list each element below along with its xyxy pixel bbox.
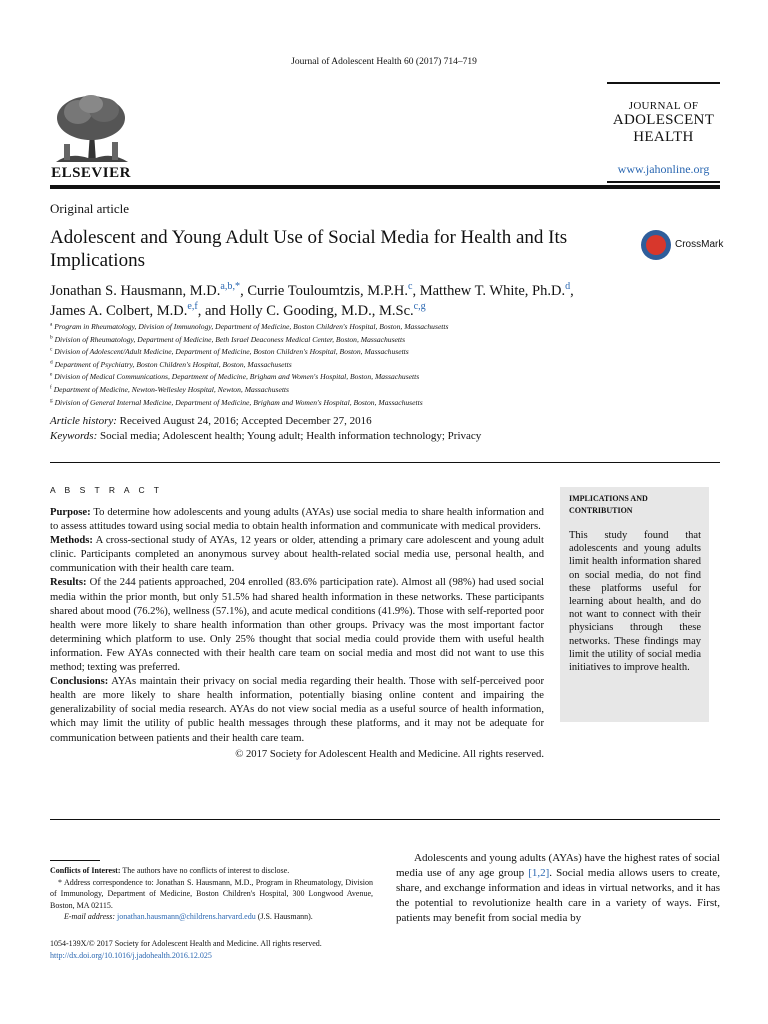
affiliation-item: $^c$ Division of Adolescent/Adult Medicine, Department of Medicine, Boston Children's Hospital, Boston, Massachusetts — [50, 346, 409, 357]
email-footnote: E-mail address: jonathan.hausmann@childrens.harvard.edu (J.S. Hausmann). — [64, 912, 313, 921]
abstract-divider — [50, 819, 720, 820]
issn-text: 1054-139X/© 2017 Society for Adolescent Health and Medicine. All rights reserved. — [50, 939, 322, 948]
abstract-methods: Methods: A cross-sectional study of AYAs, 12 years or older, attending a primary care adolescent and young adult clinic. Participants completed an anonymous survey about health-related social media use, personal health, and communication with their health care team. — [50, 535, 544, 575]
author-list: Jonathan S. Hausmann, M.D.$^{a,b,*}$, Currie Touloumtzis, M.P.H.$^c$, Matthew T. White, Ph.D.$^d$, James A. Colbert, M.D.$^{e,f}$, and Holly C. Gooding, M.D., M.Sc.$^{c,g}$ — [50, 281, 574, 319]
intro-paragraph: Adolescents and young adults (AYAs) have the highest rates of social media use of any age group [1,2]. Social media allows users to create, share, and exchange information and ideas in virtual networks, and it has the potential to revolutionize health care in a variety of ways. First, patients may benefit from social media by — [396, 852, 720, 924]
affiliation-list — [50, 321, 720, 409]
implications-box — [560, 487, 709, 722]
article-title: Adolescent and Young Adult Use of Social Media for Health and Its Implications — [50, 227, 568, 271]
citation-link[interactable]: [1,2] — [528, 867, 550, 879]
crossmark-badge[interactable] — [641, 230, 724, 260]
journal-url-link[interactable]: www.jahonline.org — [617, 162, 710, 176]
journal-of-label: JOURNAL OF — [628, 100, 699, 112]
publisher-name: ELSEVIER — [51, 165, 131, 181]
email-link[interactable]: jonathan.hausmann@childrens.harvard.edu — [117, 912, 256, 921]
author-affiliation-sup[interactable]: c,g — [413, 301, 426, 313]
author-affiliation-sup[interactable]: e,f — [187, 301, 198, 313]
footnote-divider — [50, 860, 100, 861]
correspondence-footnote: * Address correspondence to: Jonathan S. Hausmann, M.D., Program in Rheumatology, Division of Immunology, Department of Medicine, Boston Children's Hospital, 300 Longwood Avenue, Boston, MA 02115. — [50, 877, 373, 910]
article-history — [50, 414, 720, 444]
abstract-results: Results: Of the 244 patients approached, 204 enrolled (83.6% participation rate). Almost all (98%) had used social media within the prior month, but only 51.5% had shared health information in these networks. These participants shared about mood (76.2%), wellness (57.1%), and acute medical conditions (41.9%). Those with self-reported poor health were more likely to share health information than other groups. Privacy was the most important factor determining which platform to use. Only 25% thought that social media could provide them with useful health information. Few AYAs connected with their health care team on social media and most did not want to use this method; texting was preferred. — [50, 577, 544, 674]
author-affiliation-sup[interactable]: a,b,* — [220, 281, 241, 293]
doi-link[interactable]: http://dx.doi.org/10.1016/j.jadohealth.2016.12.025 — [50, 951, 212, 960]
elsevier-tree-icon — [50, 92, 132, 164]
affiliation-item: $^f$ Department of Medicine, Newton-Wellesley Hospital, Newton, Massachusetts — [50, 384, 289, 394]
affiliation-item: $^b$ Division of Rheumatology, Department of Medicine, Beth Israel Deaconess Medical Center, Boston, Massachusetts — [50, 334, 406, 344]
article-type: Original article — [50, 201, 130, 216]
affiliation-item: $^e$ Division of Medical Communications, Department of Medicine, Brigham and Women's Hospital, Boston, Massachusetts — [50, 371, 420, 382]
implications-heading: IMPLICATIONS AND CONTRIBUTION — [569, 494, 648, 515]
abstract-conclusions: Conclusions: AYAs maintain their privacy on social media regarding their health. Those with self-perceived poor health are more likely to share health information, potentially biasing online content and impairing the generalizability of social media research. AYAs do not view social media as a useful source of health information, which may limit the utility of public health messages through these platforms, and it may not be adequate for communication between patients and their health care team. — [50, 676, 544, 744]
author-name: Currie Touloumtzis, M.P.H. — [247, 283, 408, 299]
abstract-purpose: Purpose: To determine how adolescents and young adults (AYAs) use social media to share health information and to assess attitudes toward using social media to obtain health information and communicate with medical providers. — [50, 507, 544, 533]
journal-name-line2: HEALTH — [633, 129, 694, 145]
journal-name-line1: ADOLESCENT — [612, 112, 715, 128]
journal-logo-box — [607, 82, 720, 183]
abstract-heading: A B S T R A C T — [50, 485, 163, 495]
author-name: Matthew T. White, Ph.D. — [419, 283, 566, 299]
author-affiliation-sup[interactable]: c — [407, 281, 413, 293]
author-name: James A. Colbert, M.D. — [50, 303, 188, 319]
implications-text: This study found that adolescents and young adults limit health information shared on social media, do not find these platforms useful for learning about health, and do not want to connect with their physicians through these networks. These findings may limit the utility of social media initiatives to improve health. — [569, 530, 701, 674]
crossmark-icon — [641, 230, 671, 260]
author-name: Holly C. Gooding, M.D., M.Sc. — [229, 303, 414, 319]
keywords-line: Keywords: Social media; Adolescent health; Young adult; Health information technology; Privacy — [50, 430, 482, 442]
publisher-logo — [50, 92, 132, 184]
author-affiliation-sup[interactable]: d — [565, 281, 571, 293]
affiliation-item: $^d$ Department of Psychiatry, Boston Children's Hospital, Boston, Massachusetts — [50, 359, 292, 369]
conflicts-footnote: Conflicts of Interest: The authors have no conflicts of interest to disclose. — [50, 866, 290, 875]
abstract-body — [50, 506, 544, 762]
header-divider — [50, 185, 720, 189]
affiliation-item: $^a$ Program in Rheumatology, Division of Immunology, Department of Medicine, Boston Children's Hospital, Boston, Massachusetts — [50, 321, 449, 331]
abstract-copyright: © 2017 Society for Adolescent Health and Medicine. All rights reserved. — [235, 748, 544, 760]
history-line: Article history: Received August 24, 2016; Accepted December 27, 2016 — [50, 415, 372, 427]
crossmark-label: CrossMark — [675, 239, 724, 250]
affiliation-item: $^g$ Division of General Internal Medicine, Department of Medicine, Brigham and Women's Hospital, Boston, Massachusetts — [50, 397, 423, 407]
issn-line — [50, 938, 390, 962]
author-name: Jonathan S. Hausmann, M.D. — [50, 283, 221, 299]
journal-citation: Journal of Adolescent Health 60 (2017) 714–719 — [291, 57, 477, 67]
footnotes — [50, 865, 373, 923]
section-divider — [50, 462, 720, 463]
